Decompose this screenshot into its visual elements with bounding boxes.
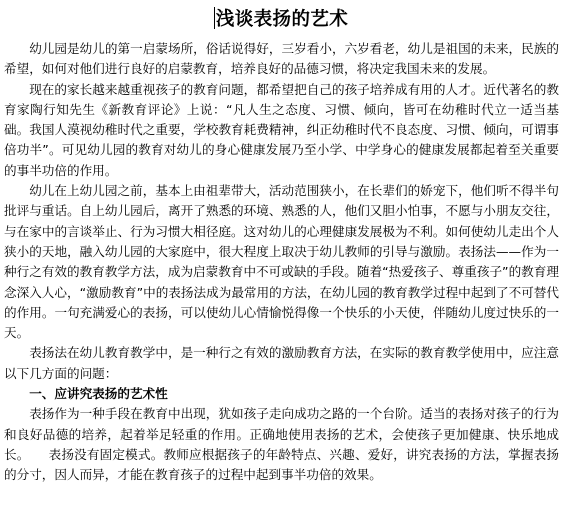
- paragraph-2: 现在的家长越来越重视孩子的教育问题，都希望把自己的孩子培养成有用的人才。近代著名的教育家陶行知先生《新教育评论》上说：“凡人生之态度、习惯、倾向，皆可在幼稚时代立一适当基础。我国人漠视幼稚时代之重要，学校教育耗费精神，纠正幼稚时代不良态度、习惯、倾向，可谓事倍功半”。可见幼儿园的教育对幼儿的身心健康发展乃至小学、中学身心的健康发展都起着至关重要的事半功倍的作用。: [4, 81, 559, 178]
- section-heading: 一、应讲究表扬的艺术性: [29, 386, 168, 402]
- article-body: [4, 39, 559, 486]
- section-paragraph: [4, 404, 559, 485]
- section-paragraph-a: 表扬作为一种手段在教育中出现，犹如孩子走向成功之路的一个台阶。适当的表扬对孩子的行为和良好品德的培养，起着举足轻重的作用。正确地使用表扬的艺术，会使孩子更加健康、快乐地成长。: [4, 406, 559, 462]
- article-title: 浅谈表扬的艺术: [215, 9, 349, 30]
- paragraph-1: 幼儿园是幼儿的第一启蒙场所，俗话说得好，三岁看小，六岁看老，幼儿是祖国的未来，民族的希望，如何对他们进行良好的启蒙教育，培养良好的品德习惯，将决定我国未来的发展。: [4, 41, 559, 77]
- section-paragraph-b: 表扬没有固定模式。教师应根据孩子的年龄特点、兴趣、爱好，讲究表扬的方法，掌握表扬的分寸，因人而异，才能在教育孩子的过程中起到事半功倍的效果。: [4, 446, 560, 483]
- text-cursor: [214, 7, 215, 29]
- paragraph-3: 幼儿在上幼儿园之前，基本上由祖辈带大，活动范围狭小，在长辈们的娇宠下，他们听不得半句批评与重话。自上幼儿园后，离开了熟悉的环境、熟悉的人，他们又胆小怕事，不愿与小朋友交往，与在家中的言谈举止、行为习惯大相径庭。这对幼儿的心理健康发展极为不利。如何使幼儿走出个人狭小的天地，融入幼儿园的大家庭中，很大程度上取决于幼儿教师的引导与激励。表扬法——作为一种行之有效的教育教学方法，成为启蒙教育中不可或缺的手段。随着“热爱孩子、尊重孩子”的教育理念深入人心，“激励教育”中的表扬法成为最常用的方法，在幼儿园的教育教学过程中起到了不可替代的作用。一句充满爱心的表扬，可以使幼儿心情愉悦得像一个快乐的小天使，伴随幼儿度过快乐的一天。: [4, 183, 559, 341]
- title-row: [0, 5, 562, 33]
- paragraph-4: 表扬法在幼儿教育教学中，是一种行之有效的激励教育方法，在实际的教育教学使用中，应注意以下几方面的问题：: [4, 345, 559, 381]
